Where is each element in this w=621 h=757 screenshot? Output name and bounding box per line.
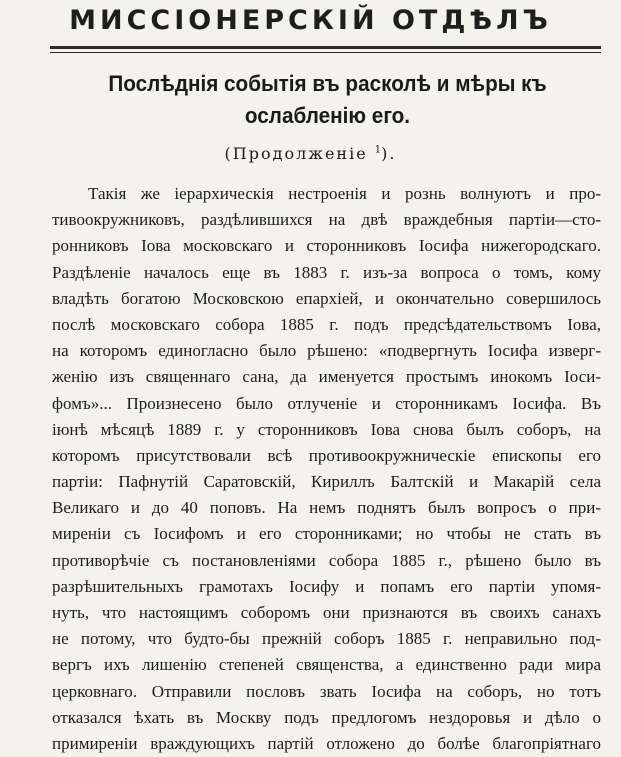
text-line: примиреніи враждующихъ партій отложено до болѣе благопріятнаго	[52, 733, 601, 753]
text-line: отказался ѣхать въ Москву подъ предлогомъ нездоровья и дѣло о	[52, 707, 601, 727]
article-body	[52, 181, 601, 757]
continued-label	[0, 144, 621, 163]
article-title: Послѣднія событія въ расколѣ и мѣры къ ослабленію его.	[108, 71, 547, 128]
text-line: противорѣчіе съ постановленіями собора 1885 г., рѣшено было въ	[52, 550, 601, 570]
text-line: фомъ»... Произнесено было отлученіе и сторонникамъ Іосифа. Въ	[52, 393, 601, 413]
text-line: не потому, что будто-бы прежній соборъ 1885 г. неправильно под-	[52, 629, 601, 649]
continued-text: (Продолженіе	[224, 144, 375, 163]
text-line: на которомъ единогласно было рѣшено: «подвергнуть Іосифа изверг-	[52, 341, 601, 361]
section-header: МИССІОНЕРСКІЙ ОТДѢЛЪ	[69, 5, 552, 36]
text-line: женію изъ священнаго сана, да именуется простымъ инокомъ Іоси-	[52, 367, 601, 387]
text-line: владѣть богатою Московскою епархіей, и окончательно совершилось	[52, 288, 601, 308]
text-line: миреніи съ Іосифомъ и его сторонниками; но чтобы не стать въ	[52, 524, 601, 544]
text-line: нуть, что настоящимъ соборомъ они признаются въ своихъ санахъ	[52, 603, 601, 622]
text-line: іюнѣ мѣсяцѣ 1889 г. у сторонниковъ Іова снова былъ соборъ, на	[52, 419, 601, 439]
text-line: партіи: Пафнутій Саратовскій, Кириллъ Балтскій и Макарій села	[52, 472, 601, 492]
header-rule-thick	[50, 46, 601, 49]
text-line: церковнаго. Отправили пословъ звать Іосифа на соборъ, но тотъ	[52, 681, 601, 701]
footnote-mark: 1	[374, 144, 382, 156]
text-line: разрѣшительныхъ грамотахъ Іосифу и попамъ его партіи упомя-	[52, 576, 601, 596]
text-line: Раздѣленіе началось еще въ 1883 г. изъ-за вопроса о томъ, кому	[52, 262, 601, 282]
header-rule-thin	[50, 52, 601, 53]
text-line: послѣ московскаго собора 1885 г. подъ предсѣдательствомъ Іова,	[52, 314, 601, 334]
text-line: ронниковъ Іова московскаго и сторонниковъ Іосифа нижегородскаго.	[52, 236, 601, 256]
text-line: Такія же іерархическія нестроенія и рознь волнуютъ и про-	[88, 184, 601, 203]
text-line: тивоокружниковъ, раздѣлившихся на двѣ враждебныя партіи—сто-	[52, 210, 601, 230]
continued-close: ).	[381, 144, 397, 163]
text-line: которомъ присутствовали всѣ противоокружническіе епископы его	[52, 445, 601, 465]
text-line: Великаго и до 40 поповъ. На немъ поднятъ былъ вопросъ о при-	[52, 498, 601, 518]
text-line: вергъ ихъ лишенію степеней священства, а единственно ради мира	[52, 655, 601, 675]
